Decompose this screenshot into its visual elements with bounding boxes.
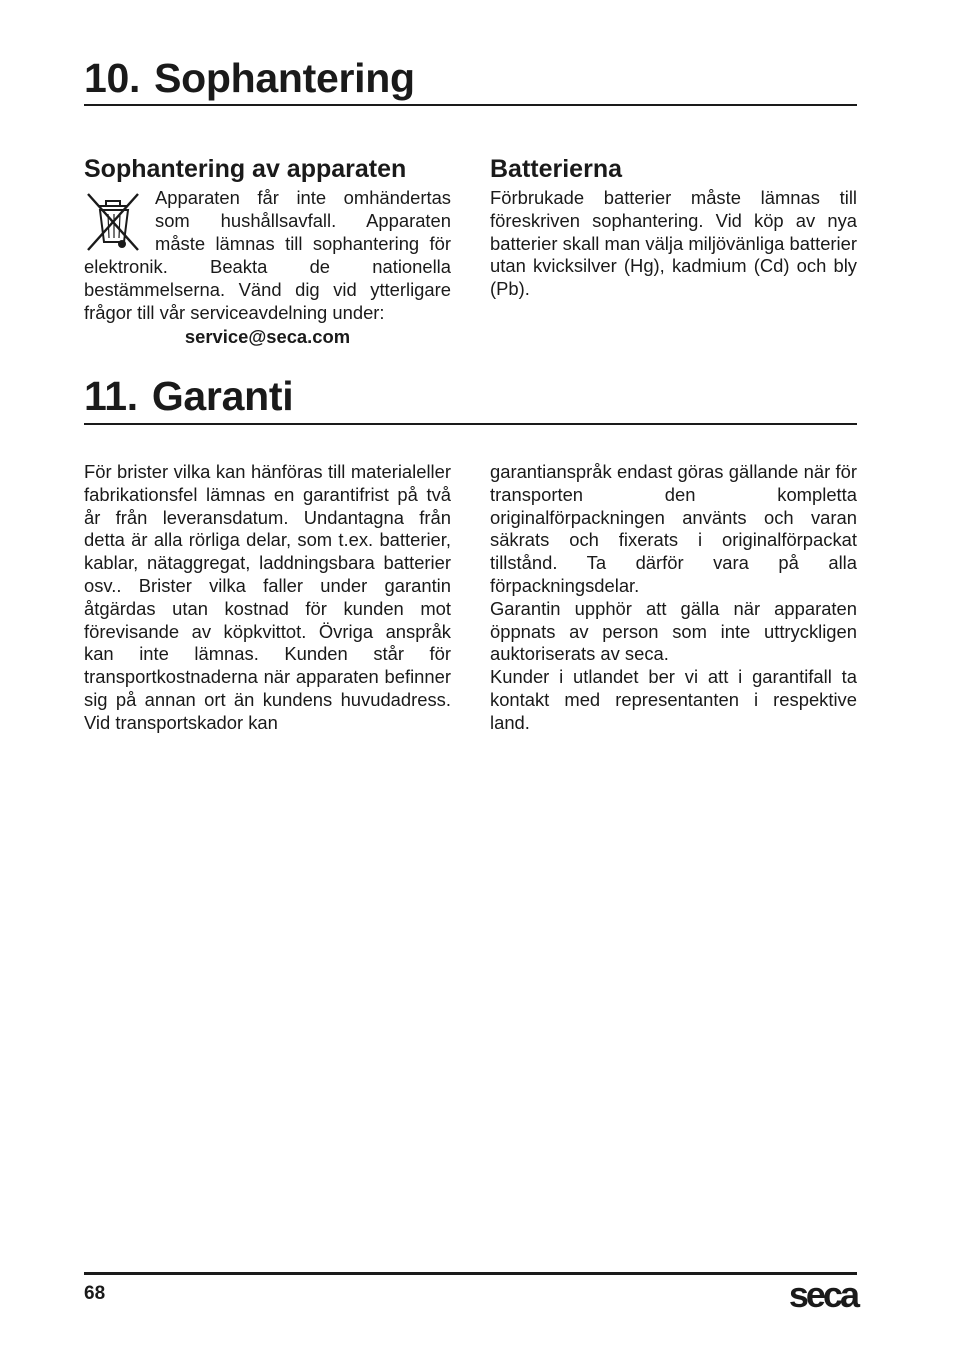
batteries-text: Förbrukade batterier måste lämnas till föreskriven sophantering. Vid köp av nya batterier skall man välja miljövänliga batterier utan kvicksilver (Hg), kadmium (Cd) och bly (Pb). [490, 187, 857, 300]
section-10-rule [84, 104, 857, 106]
section-10-number: 10. [84, 55, 141, 101]
section-11-title-text: Garanti [151, 373, 294, 419]
page-number: 68 [84, 1283, 106, 1304]
warranty-paragraph-1: garantianspråk endast göras gällande när för transporten den kompletta originalförpackningen använts och varan säkrats och fixerats i originalförpackat tillstånd. Ta därför vara på alla förpackningsdelar. [490, 461, 857, 596]
service-email: service@seca.com [184, 326, 351, 347]
warranty-right-text [490, 461, 857, 735]
section-10-title [84, 54, 415, 102]
batteries-heading: Batterierna [490, 155, 622, 183]
disposal-text: elektronik. Beakta de nationella bestämmelserna. Vänd dig vid ytterligare frågor till vår serviceavdelning under: [84, 256, 451, 323]
warranty-left-text: För brister vilka kan hänföras till materialeller fabrikationsfel lämnas en garantifrist på två år från leveransdatum. Undantagna från detta är alla rörliga delar, som t.ex. batterier, kablar, nätaggregat, laddningsbara batterier osv.. Brister vilka faller under garantin åtgärdas utan kostnad för kunden mot förevisande av köpkvittot. Övriga anspråk kan inte lämnas. Kunden står för transportkostnaderna när apparaten befinner sig på annan ort än kundens huvudadress. Vid transportskador kan [84, 461, 451, 733]
section-10-title-text: Sophantering [154, 55, 415, 101]
section-11-rule [84, 423, 857, 425]
warranty-paragraph-3: Kunder i utlandet ber vi att i garantifall ta kontakt med representanten i respektive land. [490, 666, 857, 733]
seca-logo: seca [788, 1274, 857, 1315]
warranty-paragraph-2: Garantin upphör att gälla när apparaten öppnats av person som inte uttryckligen auktoriserats av seca. [490, 597, 857, 665]
section-11-title [84, 372, 293, 420]
disposal-heading: Sophantering av apparaten [84, 155, 407, 183]
footer-rule [84, 1272, 857, 1275]
disposal-wrap-text: Apparaten får inte omhändertas som hushållsavfall. Apparaten måste lämnas till sophantering för [155, 187, 451, 254]
section-11-number: 11. [84, 373, 138, 419]
crossed-out-wheelie-bin-icon [84, 192, 142, 252]
